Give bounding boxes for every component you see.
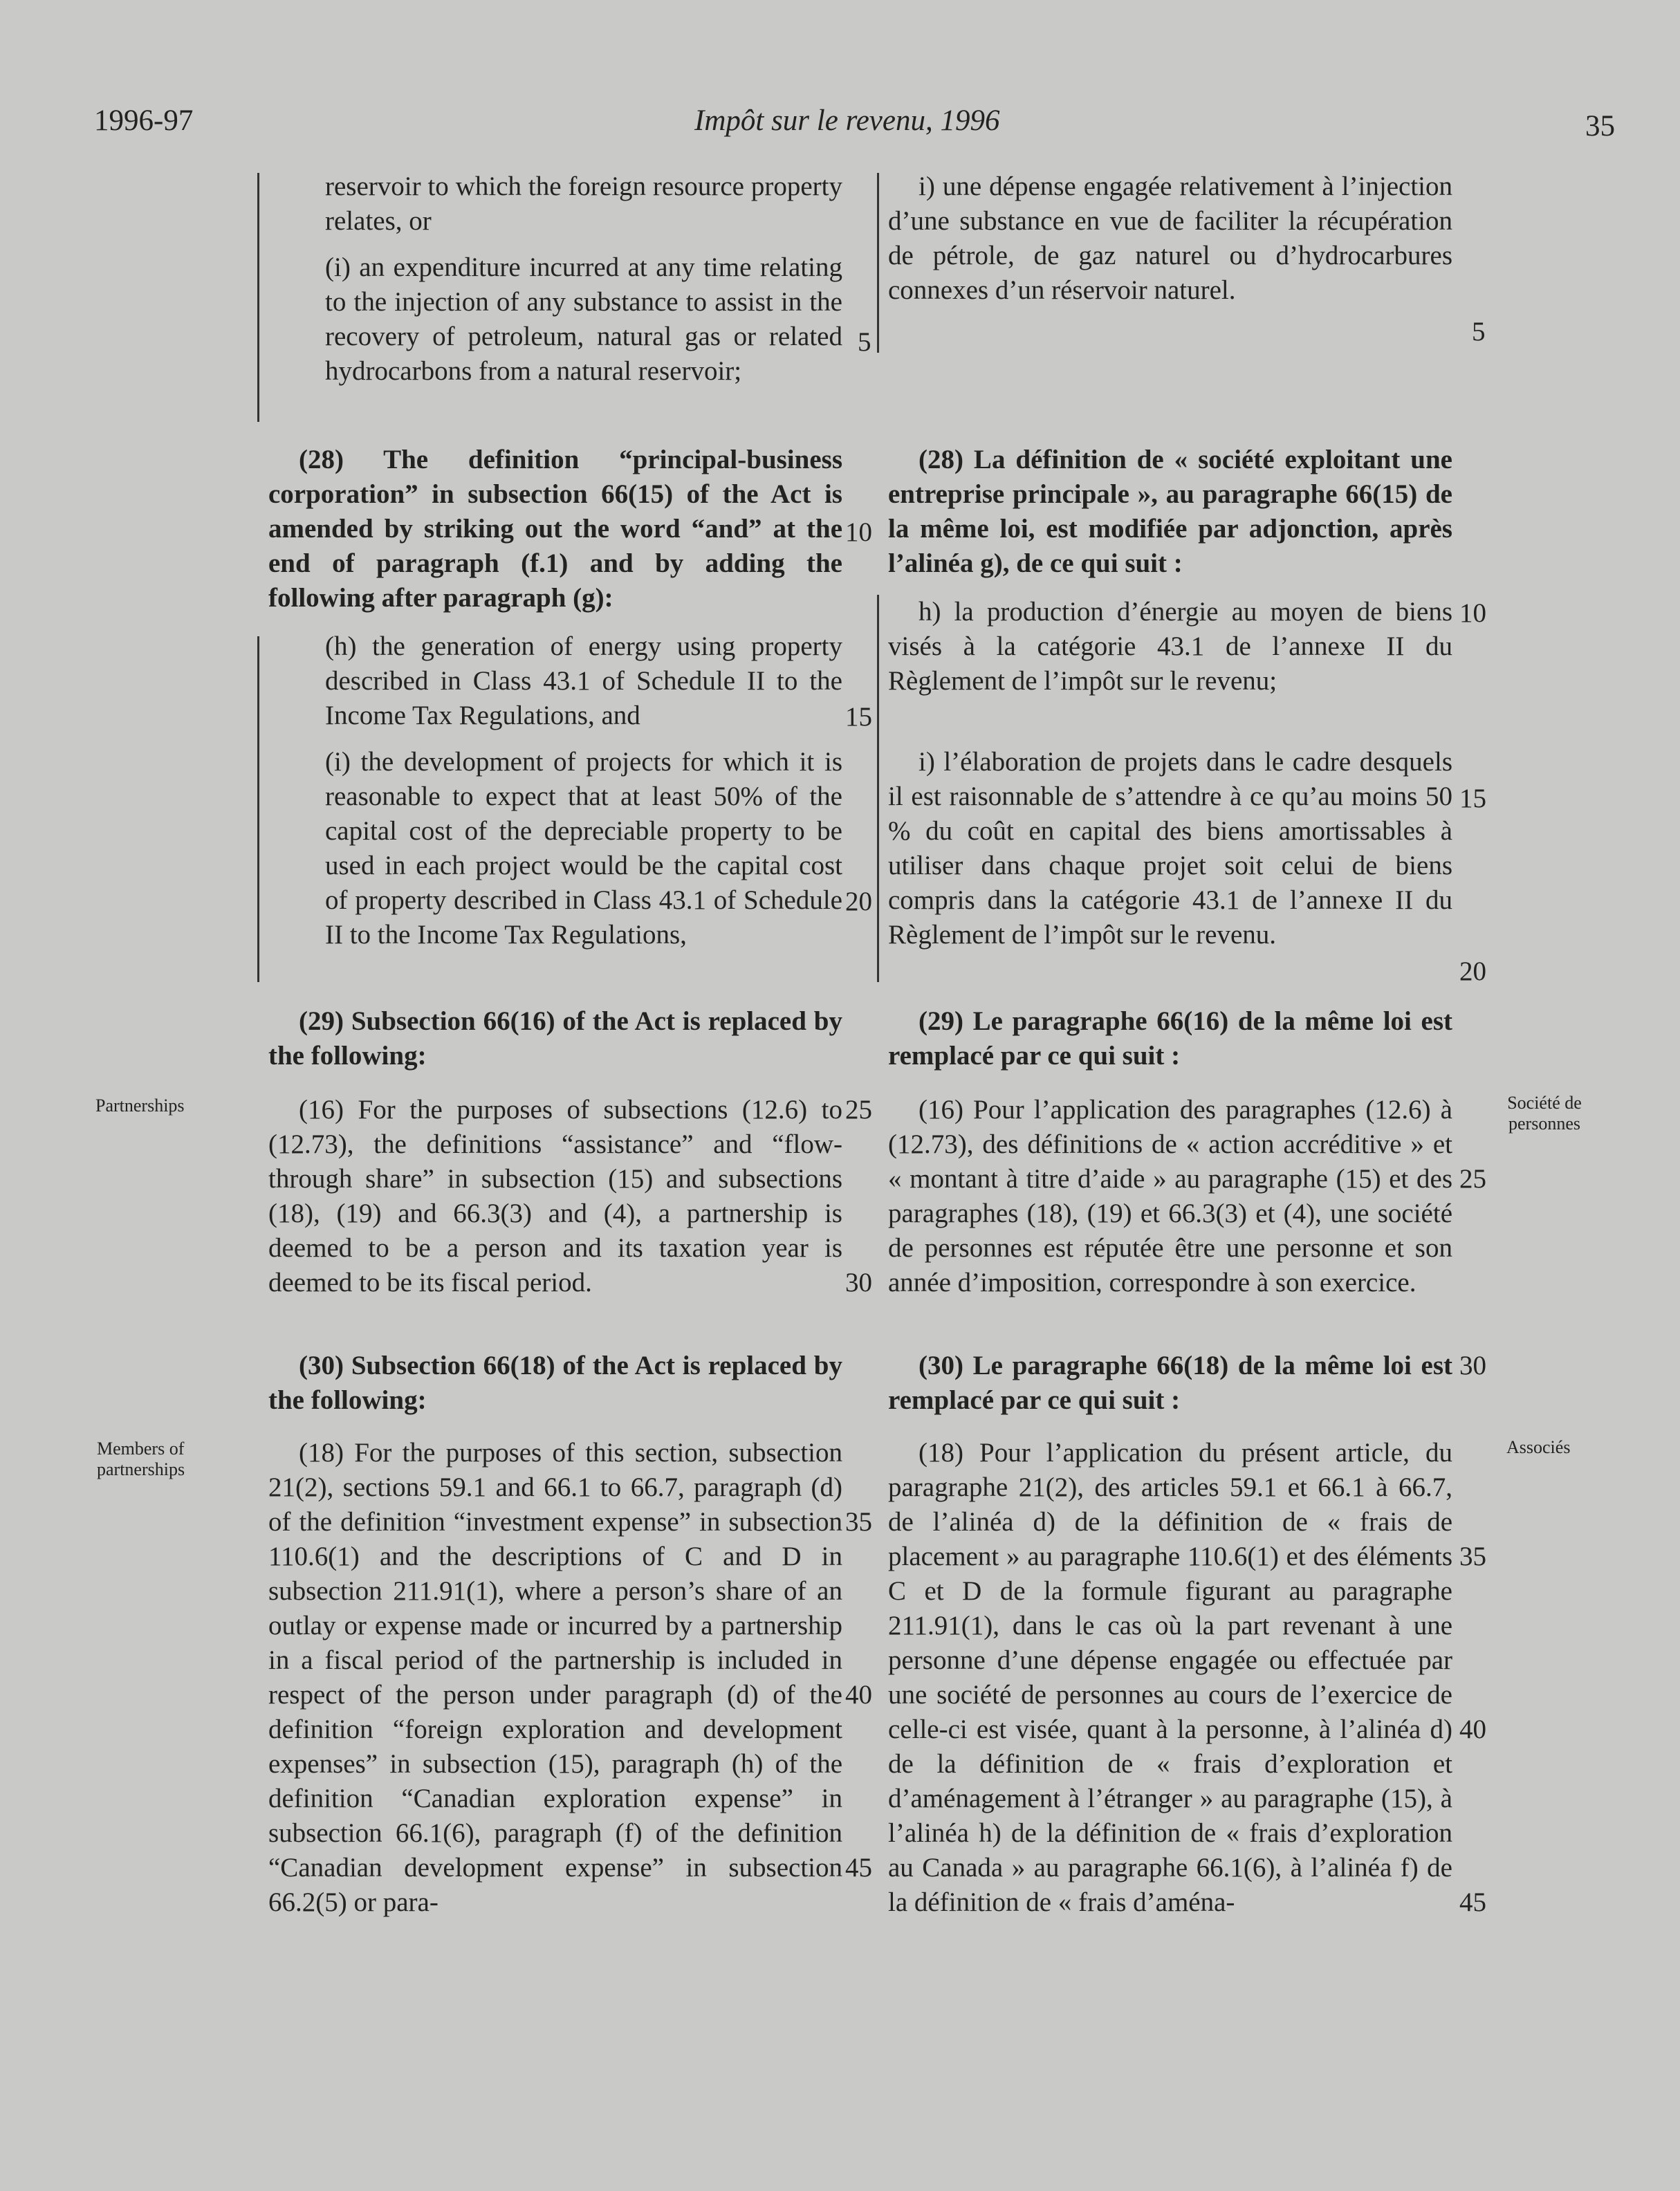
en-para-30: (18) For the purposes of this section, subsection 21(2), sections 59.1 and 66.1 to 66.7, paragraph (d) of the definition “investment expense” in subsection 110.6(1) and the descriptions of C and D in subsection 211.91(1), where a person’s share of an outlay or expense made or incurred by a partnership in a fiscal period of the partnership is included in respect of the person under paragraph (d) of the definition “foreign exploration and development expenses” in subsection (15), paragraph (h) of the definition “Canadian exploration expense” in subsection 66.1(6), paragraph (f) of the definition “Canadian development expense” in subsection 66.2(5) or para-	[268, 1438, 842, 1917]
change-bar	[257, 173, 259, 422]
side-note-associes: Associés	[1506, 1437, 1571, 1457]
en-line-number: 40	[845, 1680, 872, 1710]
fr-para-28h: h) la production d’énergie au moyen de biens visés à la catégorie 43.1 de l’annexe II du Règlement de l’impôt sur le revenu;	[888, 597, 1452, 696]
header-title: Impôt sur le revenu, 1996	[694, 104, 1000, 137]
en-heading-29: (29) Subsection 66(16) of the Act is replaced by the following:	[268, 1006, 842, 1071]
side-note-societe	[1506, 1093, 1582, 1134]
en-para-28i: (i) the development of projects for which it is reasonable to expect that at least 50% of the capital cost of the depreciable property to be used in each project would be the capital cost of property described in Class 43.1 of Schedule II to the Income Tax Regulations,	[325, 747, 842, 950]
fr-line-number: 20	[1459, 956, 1486, 986]
fr-para-30: (18) Pour l’application du présent article, du paragraphe 21(2), des articles 59.1 et 66.1 à 66.7, de l’alinéa d) de la définition de « frais de placement » au paragraphe 110.6(1) et des éléments C et D de la formule figurant au paragraphe 211.91(1), dans le cas où la part revenant à une personne d’une dépense engagée ou effectuée par une société de personnes au cours de l’exercice de celle-ci est visée, quant à la personne, à l’alinéa d) de la définition de « frais d’exploration et d’aménagement à l’étranger » au paragraphe (15), à l’alinéa h) de la définition de « frais d’exploration au Canada » au paragraphe 66.1(6), à l’alinéa f) de la définition de « frais d’aména-	[888, 1438, 1452, 1917]
en-para-29: (16) For the purposes of subsections (12.6) to (12.73), the definitions “assistance” and “flow-through share” in subsection (15) and subsections (18), (19) and 66.3(3) and (4), a partnership is deemed to be a person and its taxation year is deemed to be its fiscal period.	[268, 1095, 842, 1297]
fr-line-number: 5	[1472, 317, 1486, 346]
fr-line-number: 35	[1459, 1542, 1486, 1571]
en-line-number: 45	[845, 1853, 872, 1883]
change-bar	[257, 636, 259, 982]
fr-line-number: 15	[1459, 784, 1486, 813]
en-line-number: 25	[845, 1095, 872, 1125]
fr-para-29: (16) Pour l’application des paragraphes (12.6) à (12.73), des définitions de « action accréditive » et « montant à titre d’aide » au paragraphe (15) et des paragraphes (18), (19) et 66.3(3) et (4), une société de personnes est réputée être une personne et son année d’imposition, correspondre à son exercice.	[888, 1095, 1452, 1297]
fr-heading-30: (30) Le paragraphe 66(18) de la même loi est remplacé par ce qui suit :	[888, 1351, 1452, 1415]
en-line-number: 20	[845, 887, 872, 916]
change-bar	[877, 595, 879, 982]
header-year: 1996-97	[94, 104, 194, 137]
fr-heading-28: (28) La définition de « société exploitant une entreprise principale », au paragraphe 66(15) de la même loi, est modifiée par adjonction, après l’alinéa g), de ce qui suit :	[888, 445, 1452, 578]
side-note-line: Members of	[97, 1439, 185, 1459]
fr-para-i: i) une dépense engagée relativement à l’injection d’une substance en vue de faciliter la récupération de pétrole, de gaz naturel ou d’hydrocarbures connexes d’un réservoir naturel.	[888, 172, 1452, 305]
side-note-line: personnes	[1508, 1113, 1580, 1134]
en-line-number: 35	[845, 1507, 872, 1537]
fr-line-number: 10	[1459, 598, 1486, 628]
fr-line-number: 40	[1459, 1714, 1486, 1744]
fr-line-number: 45	[1459, 1887, 1486, 1917]
side-note-line: Société de	[1507, 1093, 1582, 1113]
en-line-number: 10	[845, 517, 872, 547]
fr-heading-29: (29) Le paragraphe 66(16) de la même loi est remplacé par ce qui suit :	[888, 1006, 1452, 1071]
en-line-number: 30	[845, 1268, 872, 1297]
en-para-i: (i) an expenditure incurred at any time relating to the injection of any substance to assist in the recovery of petroleum, natural gas or related hydrocarbons from a natural reservoir;	[325, 252, 842, 386]
change-bar	[877, 173, 879, 353]
fr-line-number: 30	[1459, 1351, 1486, 1380]
en-line-number: 15	[845, 702, 872, 732]
side-note-members	[97, 1439, 185, 1480]
side-note-line: partnerships	[97, 1459, 185, 1479]
en-line-number: 5	[858, 327, 871, 357]
en-heading-30: (30) Subsection 66(18) of the Act is replaced by the following:	[268, 1351, 842, 1415]
fr-line-number: 25	[1459, 1164, 1486, 1194]
side-note-partnerships: Partnerships	[95, 1096, 185, 1116]
fr-para-28i: i) l’élaboration de projets dans le cadre desquels il est raisonnable de s’attendre à ce qu’au moins 50 % du coût en capital des biens amortissables à utiliser dans chaque projet soit celui de biens compris dans la catégorie 43.1 de l’annexe II du Règlement de l’impôt sur le revenu.	[888, 747, 1452, 950]
en-para-28h: (h) the generation of energy using property described in Class 43.1 of Schedule II to the Income Tax Regulations, and	[325, 631, 842, 730]
page-number: 35	[1585, 110, 1615, 142]
en-heading-28: (28) The definition “principal-business corporation” in subsection 66(15) of the Act is amended by striking out the word “and” at the end of paragraph (f.1) and by adding the following after paragraph (g):	[268, 445, 842, 613]
en-para-0: reservoir to which the foreign resource property relates, or	[325, 172, 842, 236]
